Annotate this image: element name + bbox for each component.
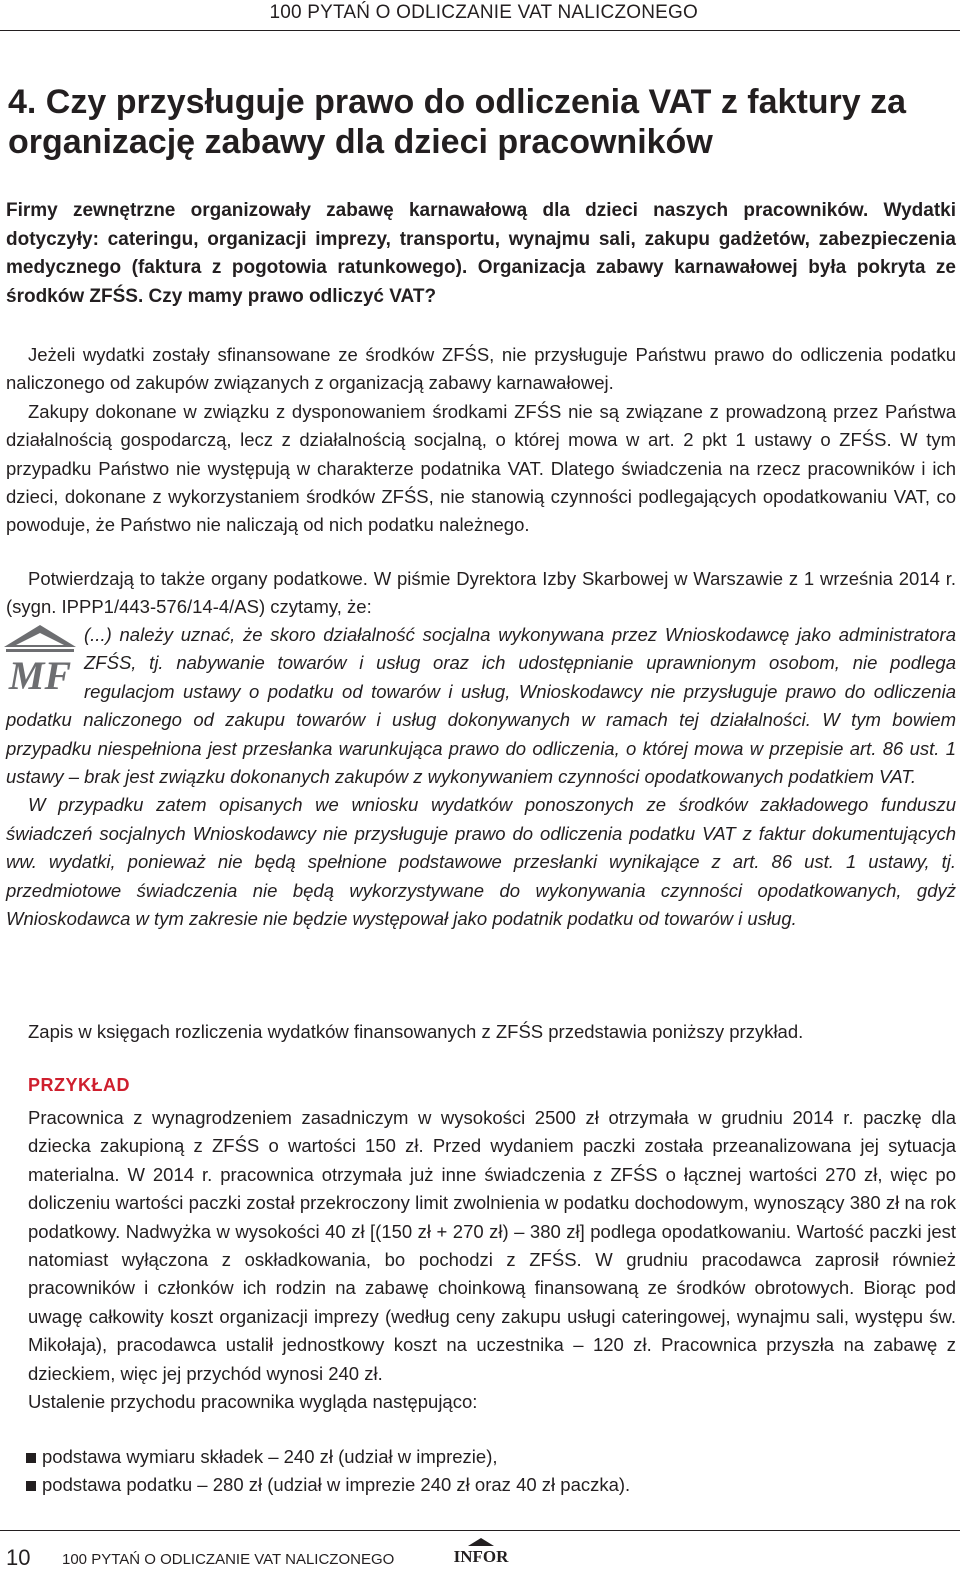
list-item <box>6 1471 956 1499</box>
mf-logo-text: MF <box>8 653 72 698</box>
mf-ministry-logo <box>2 623 78 701</box>
list-item-text: podstawa podatku – 280 zł (udział w imprezie 240 zł oraz 40 zł paczka). <box>42 1474 631 1496</box>
header-rule <box>0 30 960 31</box>
income-list <box>6 1443 956 1500</box>
square-bullet-icon <box>26 1481 36 1491</box>
answer-block <box>6 341 956 540</box>
example-paragraph: Pracownica z wynagrodzeniem zasadniczym w wysokości 2500 zł otrzymała w grudniu 2014 r. paczkę dla dziecka zakupioną z ZFŚS o wartości 150 zł. Przed wydaniem paczki została przeanalizowana jej sytuacja materialna. W 2014 r. pracownica otrzymała już inne świadczenia z ZFŚS o łącznej wartości 270 zł, więc po doliczeniu wartości paczki został przekroczony limit zwolnienia w podatku dochodowym, wynoszący 380 zł na rok podatkowy. Nadwyżka w wysokości 40 zł [(150 zł + 270 zł) – 380 zł] podlega opodatkowaniu. Wartość paczki jest natomiast wyłączona z oskładkowania, bo pochodzi z ZFŚS. W grudniu pracodawca zaprosił również pracowników i członków ich rodzin na zabawę choinkową finansowaną ze środków obrotowych. Biorąc pod uwagę całkowity koszt organizacji imprezy (według ceny zakupu usługi cateringowej, wynajmu sali, występu św. Mikołaja), pracodawca ustalił jednostkowy koszt na uczestnika – 120 zł. Pracownica przyszła na zabawę z dzieckiem, więc jej przychód wynosi 240 zł. <box>28 1107 956 1384</box>
ruling-quote <box>6 621 956 933</box>
quote-paragraph-1: (...) należy uznać, że skoro działalność socjalna wykonywana przez Wnioskodawcę jako administratora ZFŚS, tj. nabywanie towarów i usług oraz ich udostępnianie uprawnionym osobom, nie podlega regulacjom ustawy o podatku od towarów i usług, Wnioskodawcy nie przysługuje prawo do odliczenia podatku naliczonego od zakupu towarów i usług dokonywanych w ramach tej działalności. W tym bowiem przypadku niespełniona jest przesłanka warunkująca prawo do odliczenia, o której mowa w przepisie art. 86 ust. 1 ustawy – brak jest związku dokonanych zakupów z wykonywaniem czynności opodatkowanych podatkiem VAT. <box>6 624 956 788</box>
infor-logo-text: INFOR <box>453 1547 509 1565</box>
answer-paragraph-1: Jeżeli wydatki zostały sfinansowane ze środków ZFŚS, nie przysługuje Państwu prawo do odliczenia podatku naliczonego od zakupów związanych z organizacją zabawy karnawałowej. <box>6 344 956 394</box>
example-label: PRZYKŁAD <box>28 1075 130 1095</box>
confirmation-text: Potwierdzają to także organy podatkowe. W piśmie Dyrektora Izby Skarbowej w Warszawie z 1 września 2014 r. (sygn. IPPP1/443-576/14-4/AS) czytamy, że: <box>6 568 956 618</box>
chapter-title: 4. Czy przysługuje prawo do odliczenia VAT z faktury za organizację zabawy dla dzieci pracowników <box>8 83 907 161</box>
ledger-intro: Zapis w księgach rozliczenia wydatków finansowanych z ZFŚS przedstawia poniższy przykład. <box>28 1021 804 1042</box>
footer-rule <box>0 1530 960 1531</box>
footer-title: 100 PYTAŃ O ODLICZANIE VAT NALICZONEGO <box>62 1551 395 1568</box>
list-item-text: podstawa wymiaru składek – 240 zł (udział w imprezie), <box>42 1446 498 1467</box>
example-list-intro: Ustalenie przychodu pracownika wygląda następująco: <box>28 1391 478 1413</box>
confirmation-paragraph <box>6 565 956 622</box>
square-bullet-icon <box>26 1453 36 1463</box>
page-number: 10 <box>6 1545 31 1570</box>
example-body <box>28 1104 956 1416</box>
answer-paragraph-2: Zakupy dokonane w związku z dysponowaniem środkami ZFŚS nie są związane z prowadzoną przez Państwa działalnością gospodarczą, lecz z działalnością socjalną, o której mowa w art. 2 pkt 1 ustawy o ZFŚS. W tym przypadku Państwo nie występują w charakterze podatnika VAT. Dlatego świadczenia na rzecz pracowników i ich dzieci, dokonane z wykorzystaniem środków ZFŚS, nie stanowią czynności podlegających opodatkowaniu VAT, co powoduje, że Państwo nie naliczają od nich podatku należnego. <box>6 400 956 536</box>
running-header: 100 PYTAŃ O ODLICZANIE VAT NALICZONEGO <box>269 2 698 23</box>
quote-paragraph-2: W przypadku zatem opisanych we wniosku wydatków ponoszonych ze środków zakładowego funduszu świadczeń socjalnych Wnioskodawcy nie przysługuje prawo do odliczenia podatku VAT z faktur dokumentujących ww. wydatki, ponieważ nie będą spełnione podstawowe przesłanki wynikające z art. 86 ust. 1 ustawy, tj. przedmiotowe świadczenia nie będą wykorzystywane do wykonywania czynności opodatkowanych, gdyż Wnioskodawca w tym zakresie nie będzie występował jako podatnik podatku od towarów i usług. <box>6 794 956 930</box>
question-text: Firmy zewnętrzne organizowały zabawę karnawałową dla dzieci naszych pracowników. Wydatki dotyczyły: cateringu, organizacji imprezy, transportu, wynajmu sali, zakupu gadżetów, zabezpieczenia medycznego (faktura z pogotowia ratunkowego). Organizacja zabawy karnawałowej była pokryta ze środków ZFŚS. Czy mamy prawo odliczyć VAT? <box>6 200 956 307</box>
list-item <box>6 1443 956 1471</box>
infor-logo <box>436 1537 526 1565</box>
